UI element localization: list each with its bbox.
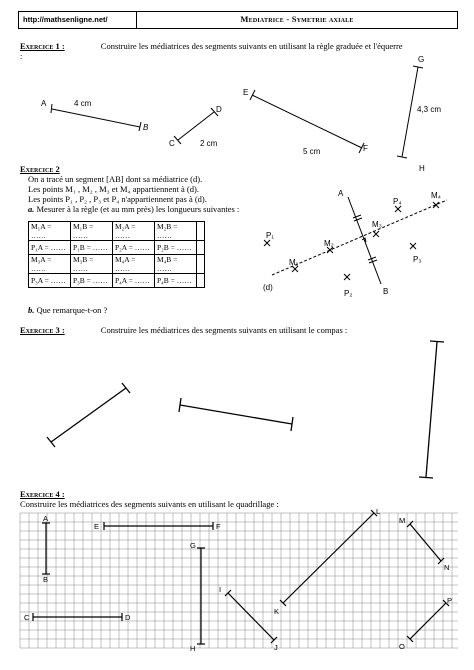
label-b-ex2: B bbox=[383, 287, 389, 296]
cross-p1 bbox=[264, 240, 270, 246]
ex1-instruction: Construire les médiatrices des segments suivants en utilisant la règle graduée et l'équerre bbox=[100, 41, 403, 51]
label-m1: M₁ bbox=[289, 258, 299, 267]
label-ex4-f: F bbox=[216, 522, 221, 531]
table-cell: M₄B = …… bbox=[155, 255, 197, 274]
table-row bbox=[29, 222, 205, 241]
segment-ab bbox=[52, 109, 140, 127]
segment-ex3-2 bbox=[180, 405, 292, 424]
mark-2 bbox=[354, 218, 362, 221]
label-m4: M₄ bbox=[431, 191, 441, 200]
tick-e bbox=[250, 90, 255, 100]
tick-a bbox=[51, 104, 52, 113]
label-b: B bbox=[143, 123, 149, 132]
tick-c bbox=[174, 136, 181, 144]
label-ex4-j: J bbox=[274, 643, 278, 652]
table-cell: P₂A = …… bbox=[113, 241, 155, 255]
length-cd: 2 cm bbox=[200, 139, 218, 148]
ex3-figure bbox=[47, 341, 444, 478]
length-gh: 4,3 cm bbox=[417, 105, 442, 114]
tick-ex3-1a bbox=[47, 437, 55, 447]
label-ex4-g: G bbox=[190, 541, 196, 550]
label-d: (d) bbox=[263, 283, 273, 292]
table-cell: M₃A = …… bbox=[29, 255, 71, 274]
table-cell-blank bbox=[197, 255, 205, 274]
ex3-text bbox=[20, 325, 460, 335]
label-ex4-o: O bbox=[399, 642, 405, 651]
label-ex4-n: N bbox=[444, 563, 450, 572]
ex4-grid bbox=[20, 513, 458, 648]
label-a: A bbox=[41, 99, 47, 108]
measure-table bbox=[28, 221, 205, 288]
label-p4: P₄ bbox=[393, 197, 402, 206]
table-row bbox=[29, 241, 205, 255]
segment-cd bbox=[178, 112, 214, 140]
label-ex4-l: L bbox=[376, 507, 381, 516]
label-d: D bbox=[216, 105, 222, 114]
segment-ex3-1 bbox=[51, 388, 126, 442]
label-ex4-b: B bbox=[43, 575, 49, 584]
ex4-heading: Exercice 4 : bbox=[20, 489, 65, 499]
label-p1: P₁ bbox=[266, 231, 275, 240]
table-row bbox=[29, 274, 205, 288]
tick-ex3-3b bbox=[419, 477, 433, 478]
ex2-qb-text: Que remarque-t-on ? bbox=[36, 305, 108, 315]
label-ex4-k: K bbox=[274, 607, 280, 616]
cross-p4 bbox=[395, 206, 401, 212]
segment-gh bbox=[402, 67, 418, 157]
table-cell: M₁B = …… bbox=[71, 222, 113, 241]
label-ex4-h: H bbox=[190, 644, 196, 653]
label-p2: P₂ bbox=[344, 289, 353, 298]
segment-ex3-3 bbox=[426, 342, 437, 477]
ex2-qa-label: a. bbox=[28, 204, 35, 214]
mark-1 bbox=[353, 215, 361, 218]
table-cell: M₂A = …… bbox=[113, 222, 155, 241]
segment-ex4-ij bbox=[228, 593, 274, 640]
table-cell: M₁A = …… bbox=[29, 222, 71, 241]
segment-ef bbox=[252, 95, 362, 148]
ex4-labels bbox=[24, 507, 452, 653]
site-url[interactable]: http://mathsenligne.net/ bbox=[19, 12, 137, 28]
table-cell: P₃A = …… bbox=[29, 274, 71, 288]
label-g: G bbox=[418, 55, 425, 64]
segment-ex4-mn bbox=[410, 524, 441, 561]
label-e: E bbox=[243, 88, 249, 97]
ex1-heading: Exercice 1 : bbox=[20, 41, 65, 51]
table-cell: P₄A = …… bbox=[113, 274, 155, 288]
ex1-labels bbox=[41, 55, 441, 173]
label-m2: M₂ bbox=[324, 239, 334, 248]
label-m3: M₃ bbox=[372, 220, 382, 229]
table-cell-blank bbox=[197, 274, 205, 288]
table-cell: M₄A = …… bbox=[113, 255, 155, 274]
cross-p2 bbox=[344, 274, 350, 280]
ex2-heading: Exercice 2 bbox=[20, 164, 60, 174]
label-a-ex2: A bbox=[338, 189, 344, 198]
table-row bbox=[29, 255, 205, 274]
length-ab: 4 cm bbox=[74, 99, 92, 108]
table-cell: M₃B = …… bbox=[71, 255, 113, 274]
label-ex4-a: A bbox=[43, 514, 49, 523]
ex2-qb bbox=[28, 305, 107, 315]
ex1-colon: : bbox=[20, 51, 23, 61]
ex2-line-3: Les points P₁ , P₂ , P₃ et P₄ n'appartiennent pas à (d). bbox=[28, 194, 207, 204]
label-c: C bbox=[169, 139, 175, 148]
ex4-text bbox=[20, 489, 460, 509]
table-cell: P₄B = …… bbox=[155, 274, 197, 288]
label-p3: P₃ bbox=[413, 255, 422, 264]
ex3-instruction: Construire les médiatrices des segments suivants en utilisant le compas : bbox=[100, 325, 348, 335]
cross-m3 bbox=[373, 231, 379, 237]
label-ex4-p: P bbox=[447, 596, 453, 605]
tick-ex3-1b bbox=[122, 383, 130, 393]
label-f: F bbox=[363, 144, 368, 153]
label-ex4-i: I bbox=[219, 585, 222, 594]
cross-m4 bbox=[433, 202, 439, 208]
cross-p3 bbox=[410, 243, 416, 249]
ex2-qa: Mesurer à la règle (et au mm près) les longueurs suivantes : bbox=[36, 204, 240, 214]
label-ex4-m: M bbox=[399, 516, 406, 525]
ex2-line-1: On a tracé un segment [AB] dont sa médiatrice (d). bbox=[28, 174, 203, 184]
ex2-qb-label: b. bbox=[28, 305, 35, 315]
ex2-figure bbox=[264, 197, 447, 284]
table-cell-blank bbox=[197, 222, 205, 241]
label-h: H bbox=[419, 164, 425, 173]
table-cell: P₁A = …… bbox=[29, 241, 71, 255]
label-ex4-e: E bbox=[94, 522, 100, 531]
tick-ex3-3a bbox=[430, 341, 444, 342]
table-cell: M₂B = …… bbox=[155, 222, 197, 241]
label-ex4-d: D bbox=[125, 613, 131, 622]
ex2-line-2: Les points M₁ , M₂ , M₃ et M₄ appartiennent à (d). bbox=[28, 184, 199, 194]
table-cell: P₁B = …… bbox=[71, 241, 113, 255]
label-ex4-c: C bbox=[24, 613, 30, 622]
page-title: Mediatrice - Symetrie axiale bbox=[240, 14, 354, 24]
table-cell-blank bbox=[197, 241, 205, 255]
table-cell: P₃B = …… bbox=[71, 274, 113, 288]
length-ef: 5 cm bbox=[303, 147, 321, 156]
ex2-labels bbox=[263, 189, 441, 298]
ex4-instruction: Construire les médiatrices des segments suivants en utilisant le quadrillage : bbox=[20, 499, 279, 509]
ex3-heading: Exercice 3 : bbox=[20, 325, 65, 335]
table-cell: P₂B = …… bbox=[155, 241, 197, 255]
ex2-text bbox=[20, 164, 270, 214]
